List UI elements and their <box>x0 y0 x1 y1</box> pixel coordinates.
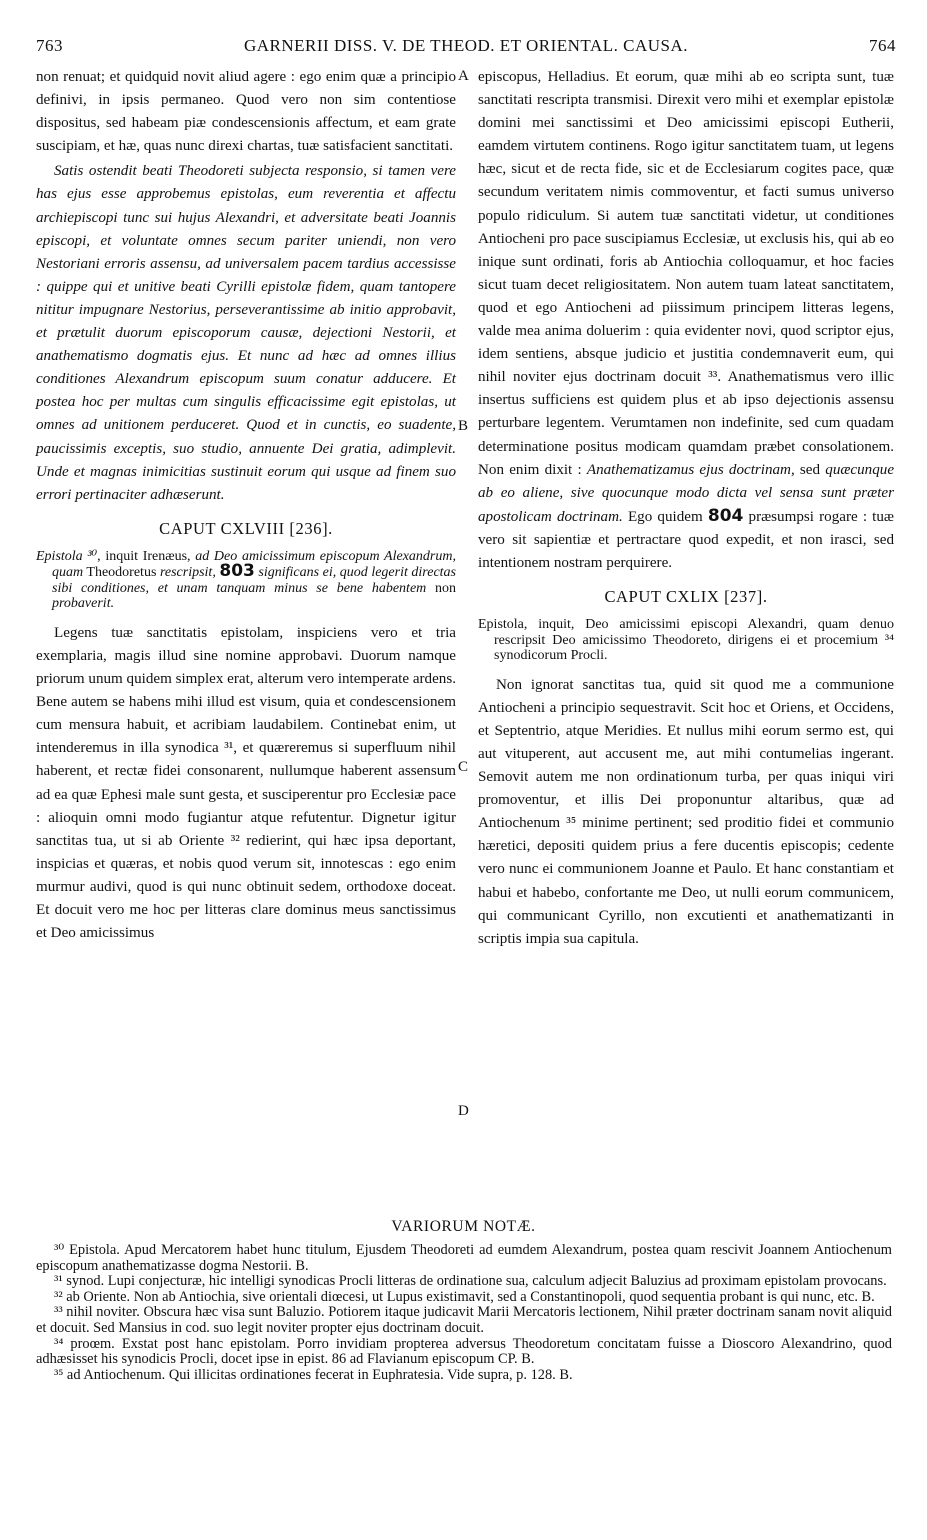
commentary-paragraph: Satis ostendit beati Theodoreti subjecta responsio, si tamen vere has ejus esse approbemus epistolas, eum reverentia et affectu archiepiscopi tunc sui hujus Alexandri, et adversitate beati Joannis episcopi, et voluntate omnes secum pariter uniendi, non vero Nestoriani erroris assensu, ad universalem pacem tardius accessisse : quippe qui et unitive beati Cyrilli epistolæ fidem, quam tantopere nititur impugnare Nestorius, perseverantissime ab initio approbavit, et prætulit duorum episcoporum causæ, dejectioni Nestorii, et anathematismo dogmatis ejus. Et nunc ad hæc ad omnes illius conditiones Alexandrum episcopum suum conatur adducere. Et postea hoc per multas cum singulis efficacissime egit epistolas, ut omnes ad unitionem perduceret. Quod et in cunctis, eo suadente, paucissimis exceptis, suo studio, annuente Dei gratia, adimplevit. Unde et magnas inimicitias sustinuit eorum qui usque ad finem suo errori pertinaciter adhæserunt. <box>36 163 456 503</box>
margin-letter-c: C <box>458 759 469 775</box>
paragraph: non renuat; et quidquid novit aliud agere : ego enim quæ a principio definivi, in ipsis permaneo. Quod vero non sim contentiose dispositus, sed habeam piæ condescensionis affectum, et eam grate suscipiam, et hæ, quas nunc direxi chartas, tuæ satisfacient sanctitati. <box>36 69 456 155</box>
note: ³² ab Oriente. Non ab Antiochia, sive orientali diœcesi, ut Lupus existimavit, sed a Constantinopoli, quod sequentia probant is qui nunc, etc. B. <box>54 1288 875 1305</box>
notes-heading: VARIORUM NOTÆ. <box>391 1218 536 1235</box>
notes <box>36 1243 892 1383</box>
note: ³⁴ proœm. Exstat post hanc epistolam. Porro invidiam propterea adversus Theodoretum concitatam fuisse a Dioscoro Alexandrino, quod adhæsisset his synodicis Procli, docet ipse in epist. 86 ad Flavianum episcopum CP. B. <box>36 1335 892 1368</box>
letter-paragraph: Legens tuæ sanctitatis epistolam, inspiciens vero et tria exemplaria, magis illud sine nomine approbavi. Duorum namque priorum unum quidem simplex erat, alterum vero intemperate ardens. Bene autem se habens mihi illud est visum, quia et condescensionem cum mensura habuit, et acribiam laudabilem. Continebat enim, ut intenderemus in illa synodica ³¹, et quæreremus si superfluum nihil haberent, et rectæ fidei consonarent, nullumque haberent assensum ad ea quæ Ephesi male sunt gesta, et susciperentur pro Ecclesiæ pace : alioquin omni modo fugiantur atque refutentur. Dignetur igitur sanctitas tua, ut si ab Oriente ³² redierint, qui hæc ipsa deportant, inspicias et quæras, et nobis quod verum sit, innotescas : ego enim murmur audivi, quod is qui nunc obtinuit sedem, orthodoxe doceat. Et docuit vero me hoc per litteras clare dominus meus sanctissimus et Deo amicissimus <box>36 624 456 942</box>
summary-part: rescripsit, <box>159 565 216 581</box>
margin-letter-a: A <box>458 68 469 84</box>
summary-part: non <box>426 580 457 596</box>
chapter-summary: Epistola, inquit, Deo amicissimi episcopi Alexandri, quam denuo rescripsit Deo amicissimo Theodoreto, dirigens ei et procemium ³⁴ synodicorum Procli. <box>478 617 894 664</box>
text-run: episcopus, Helladius. Et eorum, quæ mihi ab eo scripta sunt, tuæ sanctitati rescripta transmisi. Direxit vero mihi et exemplar epistolæ domini mei sanctissimi et Deo amicissimi episcopi Eutherii, eamdem virtutem continens. Rogo igitur sanctitatem tuam, ut legens hæc, sicut et de recta fide, sic et de Ecclesiarum cogites pace, quæ secundum veritatem nimis commoventur, et facti sumus universo populo ridiculum. Si autem tuæ sanctitati videtur, ut conditiones Antiocheni pro pace suscipiamus Ecclesiæ, ut exclusis his, qui ab eo inique sunt ordinati, foris ab Antiochia colloquamur, et hoc facies sicut tuam decet religiositatem. Non autem tuam lateat sanctitatem, quod et ego Antiocheni ad piissimum principem litteras legens, valde mea anima doluerim : quia evidenter novi, quod scriptor ejus, idem sentiens, absque judicio et justitia condemnaverit eum, qui nihil noviter ejus doctrinam docuit ³³. Anathematismus vero illic insertus sufficiens est quidem plus et ab ipso dejectionis assensu perturbare legentem. Verumtamen non indefinite, sed cum quadam determinatione positus modicam quamdam præbet consolationem. Non enim dixit : <box>478 69 894 478</box>
letter-paragraph <box>478 66 894 575</box>
page-number-left: 763 <box>36 36 63 55</box>
quoted-text: quæcunque ab eo aliene, sive quocunque modo dicta vel sensa sunt præter apostolicam doctrinam. <box>478 461 895 525</box>
chapter-heading: CAPUT CXLVIII [236]. <box>159 518 333 538</box>
running-title: GARNERII DISS. V. DE THEOD. ET ORIENTAL. CAUSA. <box>243 36 688 55</box>
note: ³³ nihil noviter. Obscura hæc visa sunt Baluzio. Potiorem itaque judicavit Marii Mercatoris lectionem, Nihil præter doctrinam sanam novit aliquid et docuit. Sed Mansius in cod. suo legit noviter propter ejus doctrinam docuit. <box>36 1304 892 1336</box>
quoted-text: Anathematizamus ejus doctrinam, <box>586 461 795 478</box>
left-column <box>36 66 456 945</box>
text-run: præsumpsi rogare : tuæ vero sit sapientiæ et pertractare quod expedit, et non irasci, sed intentionem nostram perquirere. <box>478 508 894 571</box>
letter-paragraph: Non ignorat sanctitas tua, quid sit quod me a communione Antiocheni a principio sequestravit. Scit hoc et Oriens, et Occidens, et Septentrio, atque Meridies. Et nullus mihi eorum sermo est, qui aut vituperent, aut accusent me, aut mihi contumelias ingerant. Semovit autem me non ordinationum turba, per quas iniqui viri promoventur, et illis Dei proponuntur altaribus, quæ ad Antiochenum ³⁵ minime pertinent; sed proditio fidei et communio hæretici, depositi quidem prius a fere ducentis episcopis; cedente vero nunc ei communionem Joanne et Paulo. Et hanc constantiam et habui et habebo, confortante me Deo, ut nulli eorum communicem, qui communicant Cyrillo, non excutienti et anathematizanti in scriptis impia sua capitula. <box>478 676 894 947</box>
text-run: sed <box>794 461 826 478</box>
right-column <box>478 66 894 951</box>
margin-letter-d: D <box>458 1103 469 1119</box>
chapter-heading: CAPUT CXLIX [237]. <box>604 587 768 607</box>
chapter-summary <box>36 549 456 612</box>
page-number-right: 764 <box>869 36 896 55</box>
note: ³⁰ Epistola. Apud Mercatorem habet hunc titulum, Ejusdem Theodoreti ad eumdem Alexandrum, postea quam rescivit Joannem Antiochenum episcopum anathematizasse dogma Nestorii. B. <box>36 1242 892 1274</box>
summary-part: significans ei, quod legerit directas sibi conditiones, et unam tanquam minus se bene habentem <box>52 565 457 596</box>
summary-part: probaverit. <box>52 596 115 612</box>
summary-part: Theodoretus <box>83 565 160 581</box>
summary-part: , inquit Irenæus, <box>97 548 196 564</box>
running-head <box>36 36 896 58</box>
original-page-number: 804 <box>707 505 744 526</box>
original-page-number: 803 <box>219 561 255 582</box>
margin-letter-b: B <box>458 418 469 434</box>
summary-part: ad Deo amicissimum episcopum Alexandrum, quam <box>52 548 456 581</box>
note: ³¹ synod. Lupi conjecturæ, hic intelligi synodicas Procli litteras de ordinatione sua, calculum adjecit Baluzius ad proximam epistolam provocans. <box>54 1273 887 1290</box>
text-run: Ego quidem <box>622 508 708 525</box>
note: ³⁵ ad Antiochenum. Qui illicitas ordinationes fecerat in Euphratesia. Vide supra, p. 128. B. <box>54 1366 573 1383</box>
summary-part: Epistola ³⁰ <box>36 548 98 564</box>
